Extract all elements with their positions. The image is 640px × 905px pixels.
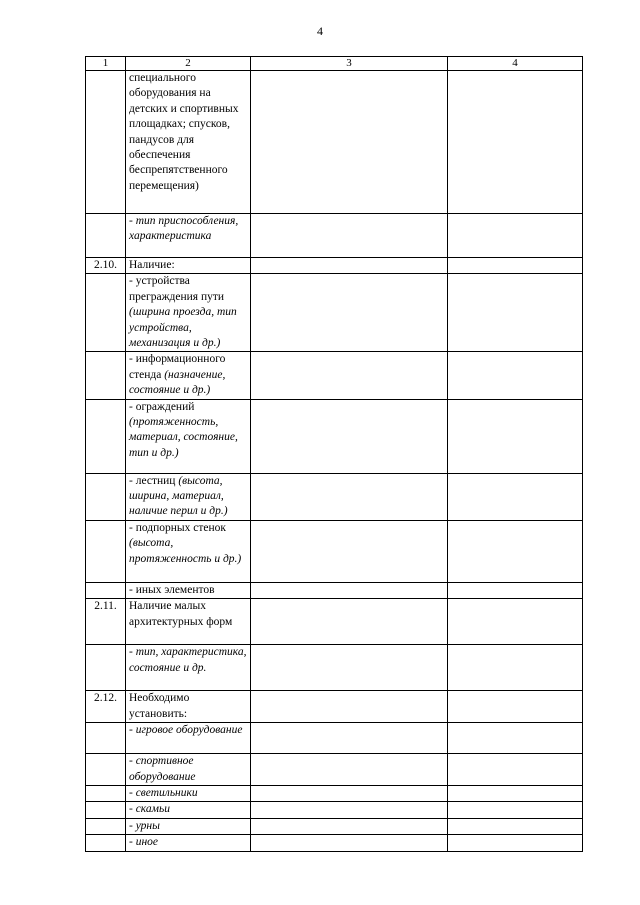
description-italic-text: - спортивное оборудование — [129, 755, 196, 783]
row-description — [126, 599, 251, 645]
value-cell-col4[interactable] — [448, 818, 583, 834]
row-number — [86, 754, 126, 786]
value-cell-col3[interactable] — [251, 691, 448, 723]
value-cell-col3[interactable] — [251, 214, 448, 258]
row-number — [86, 71, 126, 214]
row-number — [86, 399, 126, 473]
value-cell-col4[interactable] — [448, 599, 583, 645]
description-italic-text: - иное — [129, 836, 159, 849]
row-description — [126, 754, 251, 786]
description-italic-text: - тип приспособления, характеристика — [129, 215, 239, 243]
row-number — [86, 352, 126, 399]
row-description — [126, 835, 251, 851]
header-cell-1: 1 — [86, 57, 126, 71]
header-cell-3: 3 — [251, 57, 448, 71]
description-italic-text: (высота, протяженность и др.) — [129, 537, 242, 565]
description-italic-text: - светильники — [129, 786, 198, 799]
table-row — [86, 835, 583, 851]
row-number — [86, 723, 126, 754]
page-number: 4 — [317, 24, 323, 38]
row-number — [86, 802, 126, 818]
value-cell-col3[interactable] — [251, 274, 448, 352]
row-description — [126, 582, 251, 598]
table-row — [86, 582, 583, 598]
row-number — [86, 214, 126, 258]
row-description — [126, 645, 251, 691]
header-row — [86, 57, 583, 71]
value-cell-col3[interactable] — [251, 520, 448, 582]
table-row — [86, 520, 583, 582]
row-number — [86, 582, 126, 598]
table-row — [86, 214, 583, 258]
description-italic-text: (назначение, состояние и др.) — [129, 368, 226, 397]
row-description — [126, 352, 251, 399]
description-italic-text: (ширина проезда, тип устройства, механизация и др.) — [129, 306, 237, 350]
description-italic-text: - скамьи — [129, 803, 170, 816]
row-description — [126, 520, 251, 582]
description-text: Необходимо установить: — [129, 692, 190, 720]
row-description — [126, 399, 251, 473]
table-row — [86, 754, 583, 786]
row-description — [126, 274, 251, 352]
value-cell-col4[interactable] — [448, 214, 583, 258]
row-description — [126, 214, 251, 258]
row-number — [86, 785, 126, 801]
description-text: Наличие: — [129, 259, 175, 271]
row-description — [126, 785, 251, 801]
table-row — [86, 274, 583, 352]
row-description — [126, 802, 251, 818]
value-cell-col4[interactable] — [448, 691, 583, 723]
row-description — [126, 723, 251, 754]
description-text: - подпорных стенок — [129, 521, 227, 534]
description-text: - иных элементов — [129, 583, 215, 596]
value-cell-col3[interactable] — [251, 71, 448, 214]
value-cell-col3[interactable] — [251, 258, 448, 274]
value-cell-col3[interactable] — [251, 835, 448, 851]
table-row — [86, 723, 583, 754]
row-description — [126, 473, 251, 520]
description-text: - ограждений — [129, 400, 195, 413]
table-row — [86, 691, 583, 723]
description-italic-text: (протяженность, материал, состояние, тип и др.) — [129, 416, 238, 459]
table-row — [86, 802, 583, 818]
value-cell-col4[interactable] — [448, 352, 583, 399]
table-row — [86, 599, 583, 645]
value-cell-col4[interactable] — [448, 520, 583, 582]
table-row — [86, 352, 583, 399]
value-cell-col3[interactable] — [251, 785, 448, 801]
table-row — [86, 818, 583, 834]
description-text: специального оборудования на детских и спортивных площадках; спусков, пандусов для обеспечения беспрепятственного перемещения) — [129, 72, 239, 192]
value-cell-col3[interactable] — [251, 599, 448, 645]
value-cell-col3[interactable] — [251, 754, 448, 786]
row-number: 2.11. — [86, 599, 126, 645]
row-number — [86, 520, 126, 582]
row-number — [86, 645, 126, 691]
row-number — [86, 473, 126, 520]
value-cell-col4[interactable] — [448, 399, 583, 473]
row-number — [86, 818, 126, 834]
row-number: 2.12. — [86, 691, 126, 723]
value-cell-col3[interactable] — [251, 352, 448, 399]
table-row — [86, 399, 583, 473]
value-cell-col3[interactable] — [251, 582, 448, 598]
value-cell-col4[interactable] — [448, 802, 583, 818]
description-italic-text: - тип, характеристика, состояние и др. — [129, 646, 247, 674]
row-description — [126, 818, 251, 834]
table-row — [86, 71, 583, 214]
value-cell-col3[interactable] — [251, 473, 448, 520]
value-cell-col4[interactable] — [448, 258, 583, 274]
value-cell-col3[interactable] — [251, 802, 448, 818]
header-cell-2: 2 — [126, 57, 251, 71]
value-cell-col4[interactable] — [448, 754, 583, 786]
table-row — [86, 785, 583, 801]
description-text: - информационного стенда — [129, 353, 226, 381]
value-cell-col3[interactable] — [251, 645, 448, 691]
table-row — [86, 645, 583, 691]
value-cell-col4[interactable] — [448, 645, 583, 691]
value-cell-col3[interactable] — [251, 723, 448, 754]
row-description — [126, 71, 251, 214]
value-cell-col4[interactable] — [448, 835, 583, 851]
value-cell-col3[interactable] — [251, 399, 448, 473]
value-cell-col4[interactable] — [448, 723, 583, 754]
row-number: 2.10. — [86, 258, 126, 274]
row-number — [86, 835, 126, 851]
table-row — [86, 473, 583, 520]
table-row — [86, 258, 583, 274]
value-cell-col4[interactable] — [448, 71, 583, 214]
value-cell-col4[interactable] — [448, 582, 583, 598]
description-text: Наличие малых архитектурных форм — [129, 600, 233, 628]
row-number — [86, 274, 126, 352]
description-italic-text: - игровое оборудование — [129, 724, 243, 737]
row-description — [126, 258, 251, 274]
value-cell-col3[interactable] — [251, 818, 448, 834]
description-italic-text: - урны — [129, 819, 160, 832]
row-description — [126, 691, 251, 723]
form-table — [85, 56, 583, 852]
value-cell-col4[interactable] — [448, 785, 583, 801]
description-italic-text: (высота, ширина, материал, наличие перил и др.) — [129, 474, 228, 518]
header-cell-4: 4 — [448, 57, 583, 71]
description-text: - лестниц — [129, 474, 179, 487]
value-cell-col4[interactable] — [448, 473, 583, 520]
value-cell-col4[interactable] — [448, 274, 583, 352]
description-text: - устройства преграждения пути — [129, 275, 225, 303]
